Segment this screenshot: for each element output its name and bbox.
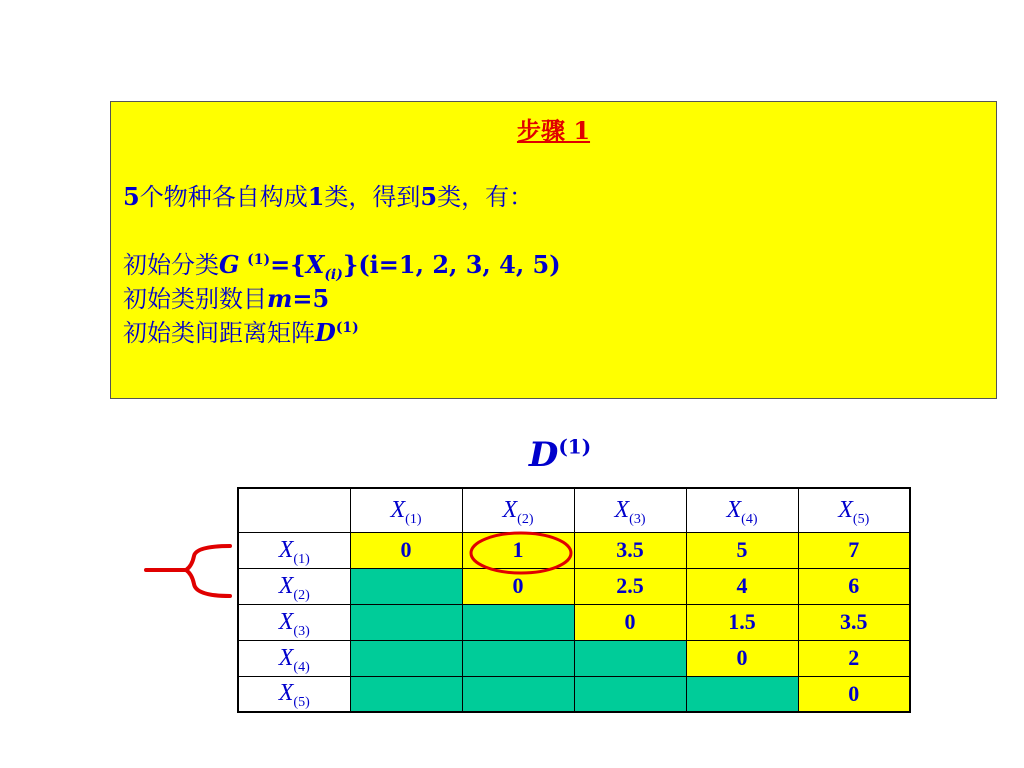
row-header: [238, 676, 350, 712]
empty-lower-cell: [350, 676, 462, 712]
superscript: (1): [335, 320, 359, 336]
class-count-line: [123, 282, 984, 316]
col-header: [574, 488, 686, 532]
matrix-title: [0, 435, 1024, 475]
count-5: 5: [123, 182, 140, 211]
col-header-label: $X_{(1)}$: [390, 496, 422, 527]
empty-lower-cell: [574, 640, 686, 676]
step-box: [110, 101, 997, 399]
empty-lower-cell: [462, 676, 574, 712]
table-row: [238, 640, 910, 676]
superscript: (1): [558, 434, 592, 459]
symbol-m: m: [267, 284, 293, 313]
distance-cell: 3.5: [798, 604, 910, 640]
distance-cell: 5: [686, 532, 798, 568]
distance-matrix-table: [237, 487, 911, 713]
count-1: 1: [307, 182, 325, 211]
row-header: [238, 532, 350, 568]
row-header: [238, 568, 350, 604]
col-header-label: $X_{(3)}$: [614, 496, 646, 527]
row-header-label: $X_{(3)}$: [278, 608, 310, 639]
text-segment: 类，有：: [437, 183, 534, 211]
col-header: [686, 488, 798, 532]
empty-lower-cell: [462, 604, 574, 640]
col-header: [462, 488, 574, 532]
distance-cell: 0: [686, 640, 798, 676]
row-header-label: $X_{(5)}$: [278, 680, 310, 711]
empty-lower-cell: [350, 568, 462, 604]
distance-cell: 0: [350, 532, 462, 568]
index-range: }(i=1, 2, 3, 4, 5): [342, 250, 561, 279]
distance-matrix-line: [123, 316, 984, 350]
description-line: [123, 180, 984, 214]
distance-cell: 0: [574, 604, 686, 640]
table-row: [238, 568, 910, 604]
symbol-D: D: [528, 435, 559, 475]
label: 初始类间距离矩阵: [123, 319, 315, 347]
text-segment: 类，得到: [324, 183, 421, 211]
table-row: [238, 604, 910, 640]
count-5b: 5: [420, 182, 438, 211]
distance-cell: 3.5: [574, 532, 686, 568]
header-row: [238, 488, 910, 532]
table-row: [238, 532, 910, 568]
distance-cell: 1: [462, 532, 574, 568]
distance-cell: 4: [686, 568, 798, 604]
symbol-G: G: [219, 250, 240, 279]
col-header: [350, 488, 462, 532]
distance-cell: 0: [462, 568, 574, 604]
text-segment: 个物种各自构成: [139, 183, 308, 211]
subscript: (i): [324, 266, 343, 283]
distance-cell: 1.5: [686, 604, 798, 640]
empty-lower-cell: [350, 604, 462, 640]
empty-lower-cell: [350, 640, 462, 676]
col-header: [798, 488, 910, 532]
table-row: [238, 676, 910, 712]
empty-lower-cell: [462, 640, 574, 676]
col-header-label: $X_{(4)}$: [726, 496, 758, 527]
equals: ={: [270, 250, 306, 279]
symbol-D: D: [315, 318, 336, 347]
label: 初始分类: [123, 251, 219, 279]
empty-lower-cell: [574, 676, 686, 712]
distance-cell: 6: [798, 568, 910, 604]
corner-cell: [238, 488, 350, 532]
superscript: (1): [247, 252, 271, 268]
step-title: 步骤 1: [516, 116, 591, 145]
distance-cell: 7: [798, 532, 910, 568]
distance-cell: 0: [798, 676, 910, 712]
distance-cell: 2: [798, 640, 910, 676]
label: 初始类别数目: [123, 285, 267, 313]
symbol-X: X: [305, 250, 325, 279]
empty-lower-cell: [686, 676, 798, 712]
col-header-label: $X_{(5)}$: [838, 496, 870, 527]
col-header-label: $X_{(2)}$: [502, 496, 534, 527]
bracket-annotation: [146, 546, 230, 596]
distance-cell: 2.5: [574, 568, 686, 604]
row-header-label: $X_{(2)}$: [278, 572, 310, 603]
value: =5: [292, 284, 330, 313]
row-header: [238, 604, 350, 640]
row-header: [238, 640, 350, 676]
row-header-label: $X_{(4)}$: [278, 644, 310, 675]
initial-classes-line: [123, 248, 984, 282]
row-header-label: $X_{(1)}$: [278, 536, 310, 567]
